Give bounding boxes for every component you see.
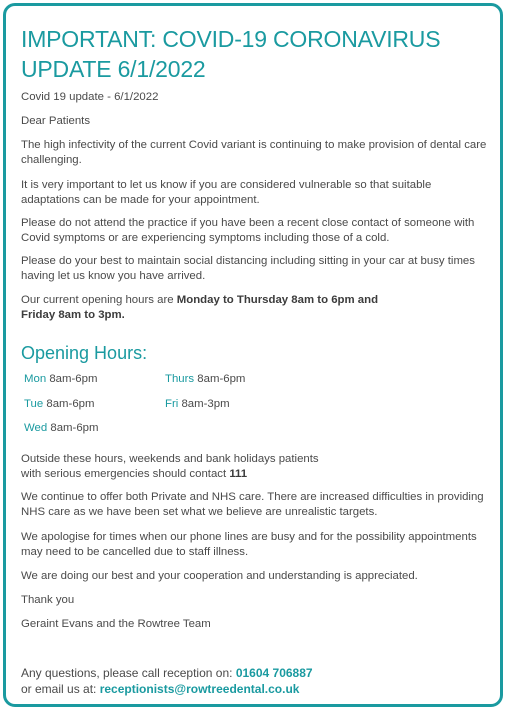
- day-name: Fri: [165, 398, 179, 410]
- update-subtitle: Covid 19 update - 6/1/2022: [21, 91, 159, 103]
- emergency-note: [21, 452, 491, 482]
- day-name: Thurs: [165, 373, 195, 385]
- paragraph-social-distancing: Please do your best to maintain social distancing including sitting in your car at busy times having let us know you have arrived.: [21, 255, 475, 282]
- day-hours: 8am-6pm: [43, 398, 95, 410]
- paragraph-cooperation: We are doing our best and your cooperation and understanding is appreciated.: [21, 570, 418, 582]
- hours-intro-lead: Our current opening hours are: [21, 294, 177, 306]
- hours-friday: [165, 397, 230, 412]
- paragraph-vulnerable: It is very important to let us know if you are considered vulnerable so that suitable adaptations can be made for your appointment.: [21, 179, 432, 206]
- hours-intro-bold-1: Monday to Thursday 8am to 6pm and: [176, 294, 379, 306]
- emergency-line-2: with serious emergencies should contact: [21, 468, 230, 480]
- hours-thursday: [165, 372, 245, 387]
- greeting: Dear Patients: [21, 115, 91, 127]
- email-link[interactable]: receptionists@rowtreedental.co.uk: [99, 682, 300, 696]
- day-name: Mon: [24, 373, 47, 385]
- thank-you: Thank you: [21, 594, 75, 606]
- day-name: Wed: [24, 422, 48, 434]
- hours-monday: [24, 372, 97, 387]
- emergency-line-1: Outside these hours, weekends and bank holidays patients: [21, 453, 319, 465]
- paragraph-private-nhs: We continue to offer both Private and NHS care. There are increased difficulties in providing NHS care as we have been set what we believe are unrealistic targets.: [21, 491, 484, 518]
- phone-label: Any questions, please call reception on:: [21, 666, 236, 680]
- paragraph-apology: We apologise for times when our phone lines are busy and for the possibility appointments may need to be cancelled due to staff illness.: [21, 531, 477, 558]
- phone-link[interactable]: 01604 706887: [235, 666, 313, 680]
- hours-intro: [21, 293, 491, 323]
- contact-block: [21, 665, 313, 697]
- hours-intro-bold-2: Friday 8am to 3pm.: [21, 309, 125, 321]
- emergency-number: 111: [229, 468, 248, 480]
- day-hours: 8am-6pm: [194, 373, 246, 385]
- opening-hours-heading: Opening Hours:: [21, 343, 148, 363]
- day-hours: 8am-6pm: [46, 373, 98, 385]
- day-hours: 8am-6pm: [47, 422, 99, 434]
- signoff: Geraint Evans and the Rowtree Team: [21, 618, 211, 630]
- day-hours: 8am-3pm: [178, 398, 230, 410]
- page-title: IMPORTANT: COVID-19 CORONAVIRUS UPDATE 6/1/2022: [21, 26, 441, 82]
- hours-tuesday: [24, 397, 95, 412]
- day-name: Tue: [24, 398, 44, 410]
- hours-wednesday: [24, 421, 99, 436]
- paragraph-variant: The high infectivity of the current Covid variant is continuing to make provision of dental care challenging.: [21, 139, 487, 166]
- paragraph-do-not-attend: Please do not attend the practice if you have been a recent close contact of someone with Covid symptoms or are experiencing symptoms including those of a cold.: [21, 217, 475, 244]
- email-label: or email us at:: [21, 682, 100, 696]
